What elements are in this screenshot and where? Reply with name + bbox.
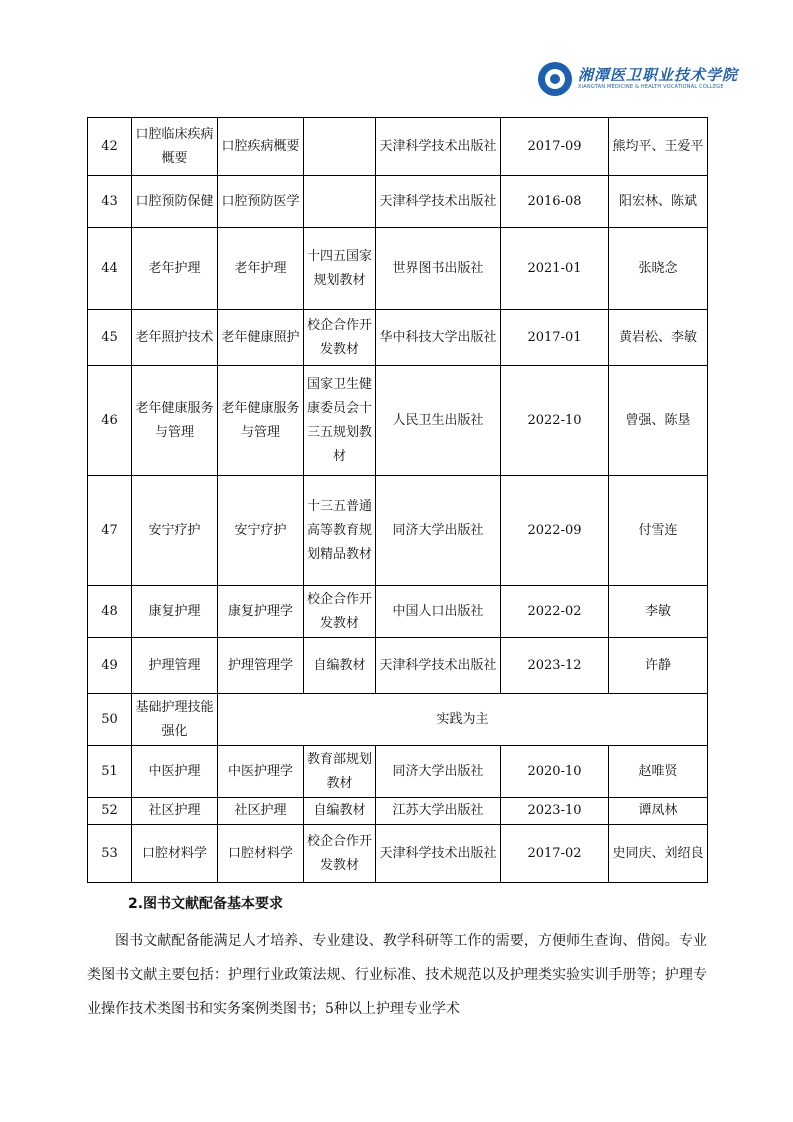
college-logo-icon bbox=[538, 62, 572, 96]
table-row bbox=[88, 366, 708, 476]
cell-number: 49 bbox=[88, 638, 132, 694]
cell-publisher: 天津科学技术出版社 bbox=[376, 118, 501, 176]
cell-date: 2023-10 bbox=[501, 798, 609, 825]
cell-date: 2020-10 bbox=[501, 746, 609, 798]
cell-type: 十三五普通高等教育规划精品教材 bbox=[304, 476, 376, 586]
cell-textbook: 安宁疗护 bbox=[218, 476, 304, 586]
cell-textbook: 康复护理学 bbox=[218, 586, 304, 638]
cell-author: 阳宏林、陈斌 bbox=[609, 176, 708, 228]
table-row bbox=[88, 176, 708, 228]
cell-number: 47 bbox=[88, 476, 132, 586]
cell-publisher: 同济大学出版社 bbox=[376, 746, 501, 798]
cell-author: 熊均平、王爱平 bbox=[609, 118, 708, 176]
cell-number: 48 bbox=[88, 586, 132, 638]
cell-publisher: 天津科学技术出版社 bbox=[376, 176, 501, 228]
cell-number: 51 bbox=[88, 746, 132, 798]
cell-type: 国家卫生健康委员会十三五规划教材 bbox=[304, 366, 376, 476]
cell-course: 口腔材料学 bbox=[132, 825, 218, 883]
cell-type: 自编教材 bbox=[304, 798, 376, 825]
section-title: 2.图书文献配备基本要求 bbox=[128, 896, 284, 912]
cell-author: 黄岩松、李敏 bbox=[609, 310, 708, 366]
cell-number: 43 bbox=[88, 176, 132, 228]
cell-course: 老年健康服务与管理 bbox=[132, 366, 218, 476]
cell-date: 2017-09 bbox=[501, 118, 609, 176]
table-row bbox=[88, 694, 708, 746]
cell-course: 老年护理 bbox=[132, 228, 218, 310]
cell-number: 46 bbox=[88, 366, 132, 476]
cell-textbook: 护理管理学 bbox=[218, 638, 304, 694]
cell-author: 许静 bbox=[609, 638, 708, 694]
cell-number: 45 bbox=[88, 310, 132, 366]
cell-date: 2023-12 bbox=[501, 638, 609, 694]
cell-number: 52 bbox=[88, 798, 132, 825]
college-name-en: XIANGTAN MEDICINE & HEALTH VOCATIONAL COLLEGE bbox=[578, 84, 724, 90]
cell-author: 张晓念 bbox=[609, 228, 708, 310]
cell-author: 谭凤林 bbox=[609, 798, 708, 825]
cell-publisher: 天津科学技术出版社 bbox=[376, 638, 501, 694]
cell-date: 2017-02 bbox=[501, 825, 609, 883]
cell-date: 2022-02 bbox=[501, 586, 609, 638]
body-paragraph: 图书文献配备能满足人才培养、专业建设、教学科研等工作的需要，方便师生查询、借阅。专业类图书文献主要包括：护理行业政策法规、行业标准、技术规范以及护理类实验实训手册等；护理专业操作技术类图书和实务案例类图书；5种以上护理专业学术 bbox=[87, 933, 707, 1017]
table-row bbox=[88, 746, 708, 798]
cell-textbook: 社区护理 bbox=[218, 798, 304, 825]
cell-type: 校企合作开发教材 bbox=[304, 586, 376, 638]
cell-course: 口腔预防保健 bbox=[132, 176, 218, 228]
cell-course: 基础护理技能强化 bbox=[132, 694, 218, 746]
textbook-table bbox=[87, 117, 708, 883]
cell-textbook: 老年健康照护 bbox=[218, 310, 304, 366]
cell-author: 付雪连 bbox=[609, 476, 708, 586]
cell-number: 53 bbox=[88, 825, 132, 883]
table-row bbox=[88, 476, 708, 586]
cell-type bbox=[304, 176, 376, 228]
cell-publisher: 天津科学技术出版社 bbox=[376, 825, 501, 883]
cell-number: 42 bbox=[88, 118, 132, 176]
cell-publisher: 江苏大学出版社 bbox=[376, 798, 501, 825]
cell-textbook: 口腔疾病概要 bbox=[218, 118, 304, 176]
cell-textbook: 老年健康服务与管理 bbox=[218, 366, 304, 476]
cell-publisher: 中国人口出版社 bbox=[376, 586, 501, 638]
cell-textbook: 口腔材料学 bbox=[218, 825, 304, 883]
cell-type: 校企合作开发教材 bbox=[304, 825, 376, 883]
cell-textbook: 中医护理学 bbox=[218, 746, 304, 798]
cell-course: 安宁疗护 bbox=[132, 476, 218, 586]
cell-course: 中医护理 bbox=[132, 746, 218, 798]
cell-merged-note: 实践为主 bbox=[218, 694, 708, 746]
table-row bbox=[88, 638, 708, 694]
table-row bbox=[88, 586, 708, 638]
cell-number: 50 bbox=[88, 694, 132, 746]
cell-date: 2022-09 bbox=[501, 476, 609, 586]
cell-publisher: 人民卫生出版社 bbox=[376, 366, 501, 476]
cell-author: 曾强、陈垦 bbox=[609, 366, 708, 476]
college-name-cn: 湘潭医卫职业技术学院 bbox=[578, 66, 739, 84]
cell-course: 社区护理 bbox=[132, 798, 218, 825]
table-row bbox=[88, 310, 708, 366]
cell-type: 自编教材 bbox=[304, 638, 376, 694]
cell-type: 校企合作开发教材 bbox=[304, 310, 376, 366]
cell-course: 康复护理 bbox=[132, 586, 218, 638]
cell-type bbox=[304, 118, 376, 176]
cell-date: 2021-01 bbox=[501, 228, 609, 310]
cell-textbook: 口腔预防医学 bbox=[218, 176, 304, 228]
cell-author: 史同庆、刘绍良 bbox=[609, 825, 708, 883]
cell-textbook: 老年护理 bbox=[218, 228, 304, 310]
table-row bbox=[88, 118, 708, 176]
cell-date: 2017-01 bbox=[501, 310, 609, 366]
table-row bbox=[88, 825, 708, 883]
cell-author: 赵唯贤 bbox=[609, 746, 708, 798]
cell-publisher: 世界图书出版社 bbox=[376, 228, 501, 310]
cell-course: 老年照护技术 bbox=[132, 310, 218, 366]
cell-course: 护理管理 bbox=[132, 638, 218, 694]
cell-number: 44 bbox=[88, 228, 132, 310]
cell-author: 李敏 bbox=[609, 586, 708, 638]
cell-publisher: 华中科技大学出版社 bbox=[376, 310, 501, 366]
page-header bbox=[538, 60, 748, 100]
cell-publisher: 同济大学出版社 bbox=[376, 476, 501, 586]
cell-date: 2016-08 bbox=[501, 176, 609, 228]
cell-type: 十四五国家规划教材 bbox=[304, 228, 376, 310]
table-row bbox=[88, 228, 708, 310]
cell-course: 口腔临床疾病概要 bbox=[132, 118, 218, 176]
cell-date: 2022-10 bbox=[501, 366, 609, 476]
table-row bbox=[88, 798, 708, 825]
cell-type: 教育部规划教材 bbox=[304, 746, 376, 798]
